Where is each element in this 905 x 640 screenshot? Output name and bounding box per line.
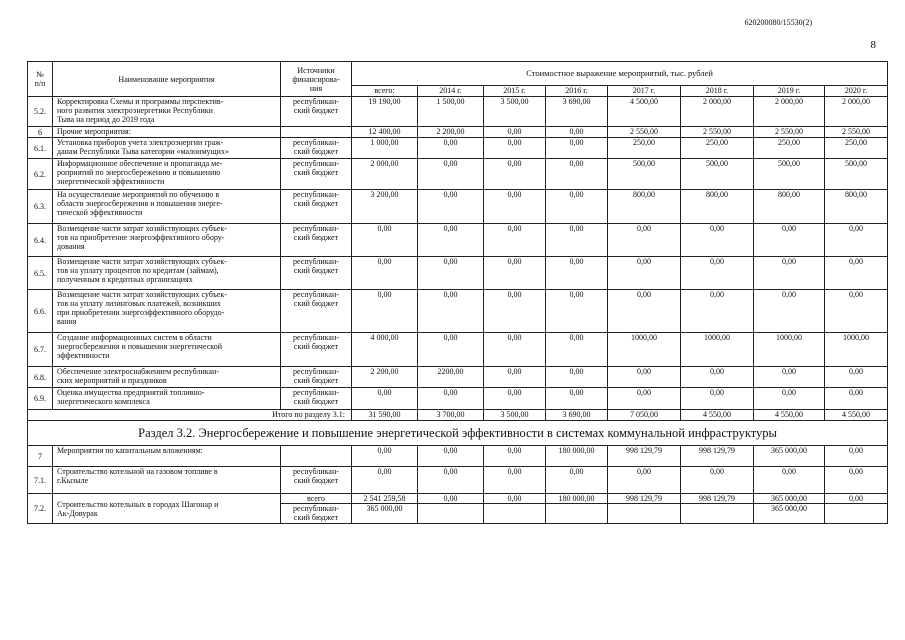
row-value: 0,00 [754,388,825,410]
row-value: 0,00 [608,388,681,410]
row-value: 0,00 [352,290,418,333]
total-value: 3 700,00 [418,410,484,421]
row-value: 500,00 [754,159,825,190]
table-row [28,190,888,224]
row-value: 800,00 [681,190,754,224]
row-num: 6.3. [28,190,53,224]
row-value: 2200,00 [418,367,484,388]
row-value: 0,00 [484,388,546,410]
table-row [28,127,888,138]
row-name: Возмещение части затрат хозяйствующих субъек- тов на приобретение энергоэффективного обору- дования [53,224,281,257]
row-source: республикан- ский бюджет [281,290,352,333]
row-value: 0,00 [681,224,754,257]
row-value: 0,00 [484,290,546,333]
row-value: 0,00 [546,290,608,333]
row-value: 0,00 [681,290,754,333]
row-num: 6.6. [28,290,53,333]
row-value: 0,00 [754,467,825,494]
row-value: 0,00 [825,446,888,467]
table-row [28,367,888,388]
row-value: 1000,00 [754,333,825,367]
row-value: 0,00 [681,367,754,388]
row-value: 365 000,00 [754,446,825,467]
table-row [28,97,888,127]
row-num: 6.2. [28,159,53,190]
row-source [281,446,352,467]
row-value: 1000,00 [681,333,754,367]
row-value [418,504,484,524]
row-source: республикан- ский бюджет [281,388,352,410]
row-name: Установка приборов учета электроэнергии граж- данам Республики Тыва категории «малоимущих» [53,138,281,159]
row-num: 6.7. [28,333,53,367]
row-value: 180 000,00 [546,446,608,467]
row-value: 0,00 [546,388,608,410]
row-name: Мероприятия по капитальным вложениям: [53,446,281,467]
row-value: 0,00 [484,333,546,367]
total-label: Итого по разделу 3.1: [28,410,352,421]
row-name: Корректировка Схемы и программы перспектив- ного развития электроэнергетики Республики Тыва на период до 2019 года [53,97,281,127]
table-row-7-2-total [28,494,888,504]
row-value: 0,00 [825,257,888,290]
table-row [28,446,888,467]
row-name: Информационное обеспечение и пропаганда ме- роприятий по энергосбережению и повышению энергетической эффективности [53,159,281,190]
total-value: 31 590,00 [352,410,418,421]
row-name: Создание информационных систем в области энергосбережения и повышения энергетической эффективности [53,333,281,367]
row-value: 998 129,79 [608,446,681,467]
row-value: 365 000,00 [754,494,825,504]
total-value: 3 500,00 [484,410,546,421]
row-num: 7 [28,446,53,467]
row-value: 0,00 [754,367,825,388]
row-num: 6.1. [28,138,53,159]
row-source: республикан- ский бюджет [281,138,352,159]
row-value: 0,00 [754,290,825,333]
row-value: 0,00 [418,138,484,159]
row-value: 0,00 [418,467,484,494]
table-row [28,224,888,257]
row-value: 0,00 [825,494,888,504]
row-value: 250,00 [754,138,825,159]
row-value: 800,00 [754,190,825,224]
row-value: 1 500,00 [418,97,484,127]
row-value: 0,00 [484,367,546,388]
row-value: 2 200,00 [352,367,418,388]
row-value: 1 000,00 [352,138,418,159]
row-value: 2 550,00 [754,127,825,138]
total-value: 4 550,00 [825,410,888,421]
row-value: 0,00 [546,159,608,190]
header-year: 2019 г. [754,86,825,97]
row-value: 0,00 [418,190,484,224]
row-value: 0,00 [546,367,608,388]
row-num: 6.4. [28,224,53,257]
row-value: 0,00 [352,446,418,467]
row-value: 365 000,00 [352,504,418,524]
row-value: 0,00 [681,257,754,290]
row-value: 0,00 [484,190,546,224]
row-value: 0,00 [484,467,546,494]
row-value: 2 550,00 [681,127,754,138]
row-value: 0,00 [418,257,484,290]
row-value: 0,00 [418,388,484,410]
row-value: 0,00 [484,224,546,257]
row-value: 0,00 [546,257,608,290]
row-value: 0,00 [484,494,546,504]
row-value: 19 190,00 [352,97,418,127]
row-value: 0,00 [546,138,608,159]
row-value: 500,00 [608,159,681,190]
row-source: всего [281,494,352,504]
row-value: 2 000,00 [681,97,754,127]
row-value: 0,00 [352,388,418,410]
row-num: 7.2. [28,494,53,524]
row-value: 500,00 [825,159,888,190]
row-source: республикан- ский бюджет [281,504,352,524]
total-value: 3 690,00 [546,410,608,421]
row-value [484,504,546,524]
row-value: 0,00 [825,290,888,333]
header-cost: Стоимостное выражение мероприятий, тыс. рублей [352,62,888,86]
section-3-1-rows [28,97,888,410]
header-year: 2017 г. [608,86,681,97]
row-value [608,504,681,524]
row-value: 0,00 [608,467,681,494]
row-value: 0,00 [546,224,608,257]
row-value: 998 129,79 [681,446,754,467]
row-source [281,127,352,138]
row-num: 6.5. [28,257,53,290]
row-value: 0,00 [418,159,484,190]
row-value: 3 500,00 [484,97,546,127]
row-num: 5.2. [28,97,53,127]
row-value: 0,00 [608,367,681,388]
page-number: 8 [870,39,876,51]
row-value: 0,00 [825,388,888,410]
row-value: 4 000,00 [352,333,418,367]
total-row [28,410,888,421]
header-year: всего: [352,86,418,97]
row-value [825,504,888,524]
row-value: 3 200,00 [352,190,418,224]
header-year: 2020 г. [825,86,888,97]
total-value: 4 550,00 [754,410,825,421]
header-year: 2016 г. [546,86,608,97]
row-value: 800,00 [825,190,888,224]
row-value: 250,00 [825,138,888,159]
row-value: 2 550,00 [825,127,888,138]
row-value: 0,00 [754,224,825,257]
row-value: 0,00 [825,367,888,388]
section-title: Раздел 3.2. Энергосбережение и повышение энергетической эффективности в системах коммунальной инфраструктуры [28,421,888,446]
row-value: 0,00 [484,446,546,467]
row-value: 180 000,00 [546,494,608,504]
row-value: 0,00 [608,224,681,257]
row-name: Строительство котельной на газовом топливе в г.Кызыле [53,467,281,494]
row-value: 0,00 [484,257,546,290]
row-value: 0,00 [418,494,484,504]
row-source: республикан- ский бюджет [281,333,352,367]
row-value: 1000,00 [825,333,888,367]
cost-table [27,61,888,524]
row-value: 0,00 [352,257,418,290]
row-value: 0,00 [352,467,418,494]
row-name: Обеспечение электроснабжением республикан- ских мероприятий и праздников [53,367,281,388]
row-name: Оценка имущества предприятий топливно- энергетического комплекса [53,388,281,410]
header-name: Наименование мероприятия [53,62,281,97]
row-value [681,504,754,524]
row-source: республикан- ский бюджет [281,159,352,190]
row-num: 6 [28,127,53,138]
row-value: 0,00 [825,467,888,494]
section-3-2-rows [28,446,888,494]
table-row [28,257,888,290]
row-source: республикан- ский бюджет [281,224,352,257]
row-value: 2 200,00 [418,127,484,138]
row-value: 0,00 [484,159,546,190]
row-value [546,504,608,524]
row-value: 800,00 [608,190,681,224]
row-value: 0,00 [681,388,754,410]
header-num: № п/п [28,62,53,97]
row-source: республикан- ский бюджет [281,190,352,224]
row-value: 0,00 [418,224,484,257]
row-source: республикан- ский бюджет [281,97,352,127]
row-value: 2 550,00 [608,127,681,138]
row-name: Возмещение части затрат хозяйствующих субъек- тов на уплату лизинговых платежей, возникших при приобретении энергоэффективного оборудо- вания [53,290,281,333]
row-name: Строительство котельных в городах Шагонар и Ак-Довурак [53,494,281,524]
row-value: 0,00 [546,333,608,367]
row-value: 12 400,00 [352,127,418,138]
row-name: Возмещение части затрат хозяйствующих субъек- тов на уплату процентов по кредитам (займам), полученным в кредитных организациях [53,257,281,290]
row-source: республикан- ский бюджет [281,257,352,290]
row-value: 365 000,00 [754,504,825,524]
row-value: 500,00 [681,159,754,190]
row-value: 0,00 [418,333,484,367]
row-value: 0,00 [418,446,484,467]
total-value: 7 050,00 [608,410,681,421]
total-value: 4 550,00 [681,410,754,421]
row-value: 0,00 [418,290,484,333]
table-row [28,467,888,494]
row-value: 250,00 [608,138,681,159]
row-value: 4 500,00 [608,97,681,127]
header-year: 2018 г. [681,86,754,97]
row-value: 3 690,00 [546,97,608,127]
row-value: 0,00 [608,290,681,333]
table-row [28,388,888,410]
row-value: 0,00 [681,467,754,494]
row-num: 6.8. [28,367,53,388]
row-value: 2 541 259,58 [352,494,418,504]
row-name: Прочие мероприятия: [53,127,281,138]
row-value: 0,00 [484,138,546,159]
row-value: 2 000,00 [825,97,888,127]
row-value: 0,00 [484,127,546,138]
row-source: республикан- ский бюджет [281,367,352,388]
row-num: 7.1. [28,467,53,494]
table-row [28,333,888,367]
row-value: 0,00 [608,257,681,290]
row-value: 2 000,00 [754,97,825,127]
row-name: На осуществление мероприятий по обучению в области энергосбережения и повышения энерге- тической эффективности [53,190,281,224]
row-value: 2 000,00 [352,159,418,190]
row-value: 0,00 [352,224,418,257]
row-value: 0,00 [546,467,608,494]
row-value: 0,00 [546,127,608,138]
row-value: 998 129,79 [681,494,754,504]
document-number: 620200080/15530(2) [744,18,812,27]
header-year: 2015 г. [484,86,546,97]
header-source: Источники финансирова- ния [281,62,352,97]
row-value: 998 129,79 [608,494,681,504]
row-num: 6.9. [28,388,53,410]
row-source: республикан- ский бюджет [281,467,352,494]
row-value: 0,00 [546,190,608,224]
header-year: 2014 г. [418,86,484,97]
row-value: 0,00 [825,224,888,257]
table-row [28,159,888,190]
row-value: 0,00 [754,257,825,290]
table-row [28,138,888,159]
table-row [28,290,888,333]
row-value: 250,00 [681,138,754,159]
row-value: 1000,00 [608,333,681,367]
